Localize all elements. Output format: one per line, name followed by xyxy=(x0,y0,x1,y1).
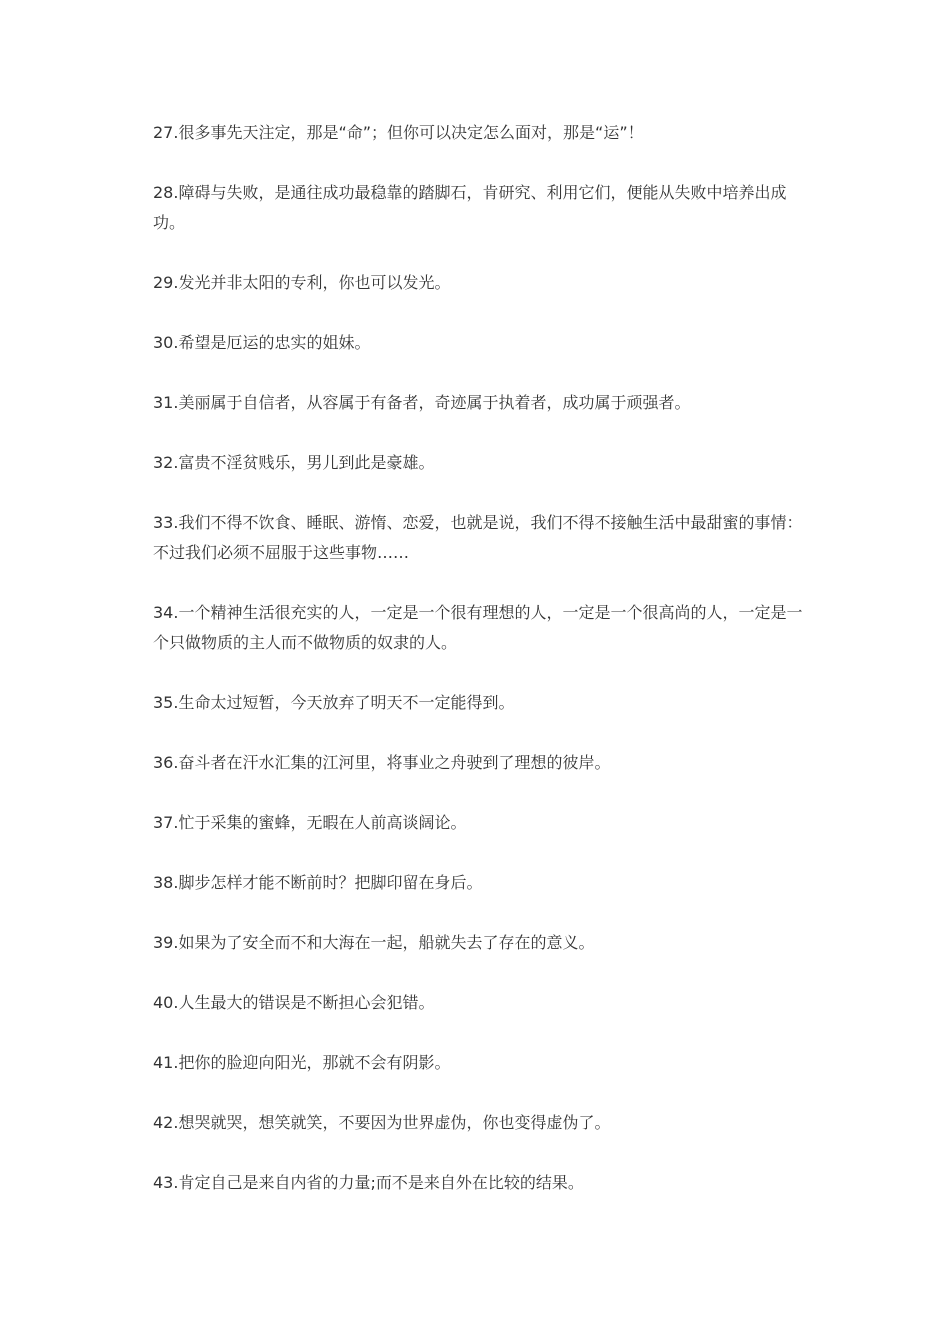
quote-41: 41.把你的脸迎向阳光，那就不会有阴影。 xyxy=(153,1053,451,1072)
quote-42: 42.想哭就哭，想笑就笑，不要因为世界虚伪，你也变得虚伪了。 xyxy=(153,1113,611,1132)
quote-37: 37.忙于采集的蜜蜂，无暇在人前高谈阔论。 xyxy=(153,813,467,832)
quote-43: 43.肯定自己是来自内省的力量;而不是来自外在比较的结果。 xyxy=(153,1173,584,1192)
quote-36: 36.奋斗者在汗水汇集的江河里，将事业之舟驶到了理想的彼岸。 xyxy=(153,753,611,772)
quote-31: 31.美丽属于自信者，从容属于有备者，奇迹属于执着者，成功属于顽强者。 xyxy=(153,393,691,412)
quote-33: 33.我们不得不饮食、睡眠、游惰、恋爱，也就是说，我们不得不接触生活中最甜蜜的事情：不过我们必须不屈服于这些事物…… xyxy=(153,513,803,562)
quote-28: 28.障碍与失败，是通往成功最稳靠的踏脚石，肯研究、利用它们，便能从失败中培养出成功。 xyxy=(153,183,787,232)
quote-32: 32.富贵不淫贫贱乐，男儿到此是豪雄。 xyxy=(153,453,435,472)
quote-29: 29.发光并非太阳的专利，你也可以发光。 xyxy=(153,273,451,292)
quote-40: 40.人生最大的错误是不断担心会犯错。 xyxy=(153,993,435,1012)
quote-34: 34.一个精神生活很充实的人，一定是一个很有理想的人，一定是一个很高尚的人，一定是一个只做物质的主人而不做物质的奴隶的人。 xyxy=(153,603,803,652)
quote-30: 30.希望是厄运的忠实的姐妹。 xyxy=(153,333,371,352)
quote-list xyxy=(153,118,803,1228)
quote-38: 38.脚步怎样才能不断前时？把脚印留在身后。 xyxy=(153,873,483,892)
quote-35: 35.生命太过短暂，今天放弃了明天不一定能得到。 xyxy=(153,693,515,712)
quote-27: 27.很多事先天注定，那是“命”；但你可以决定怎么面对，那是“运”！ xyxy=(153,123,644,142)
quote-39: 39.如果为了安全而不和大海在一起，船就失去了存在的意义。 xyxy=(153,933,595,952)
